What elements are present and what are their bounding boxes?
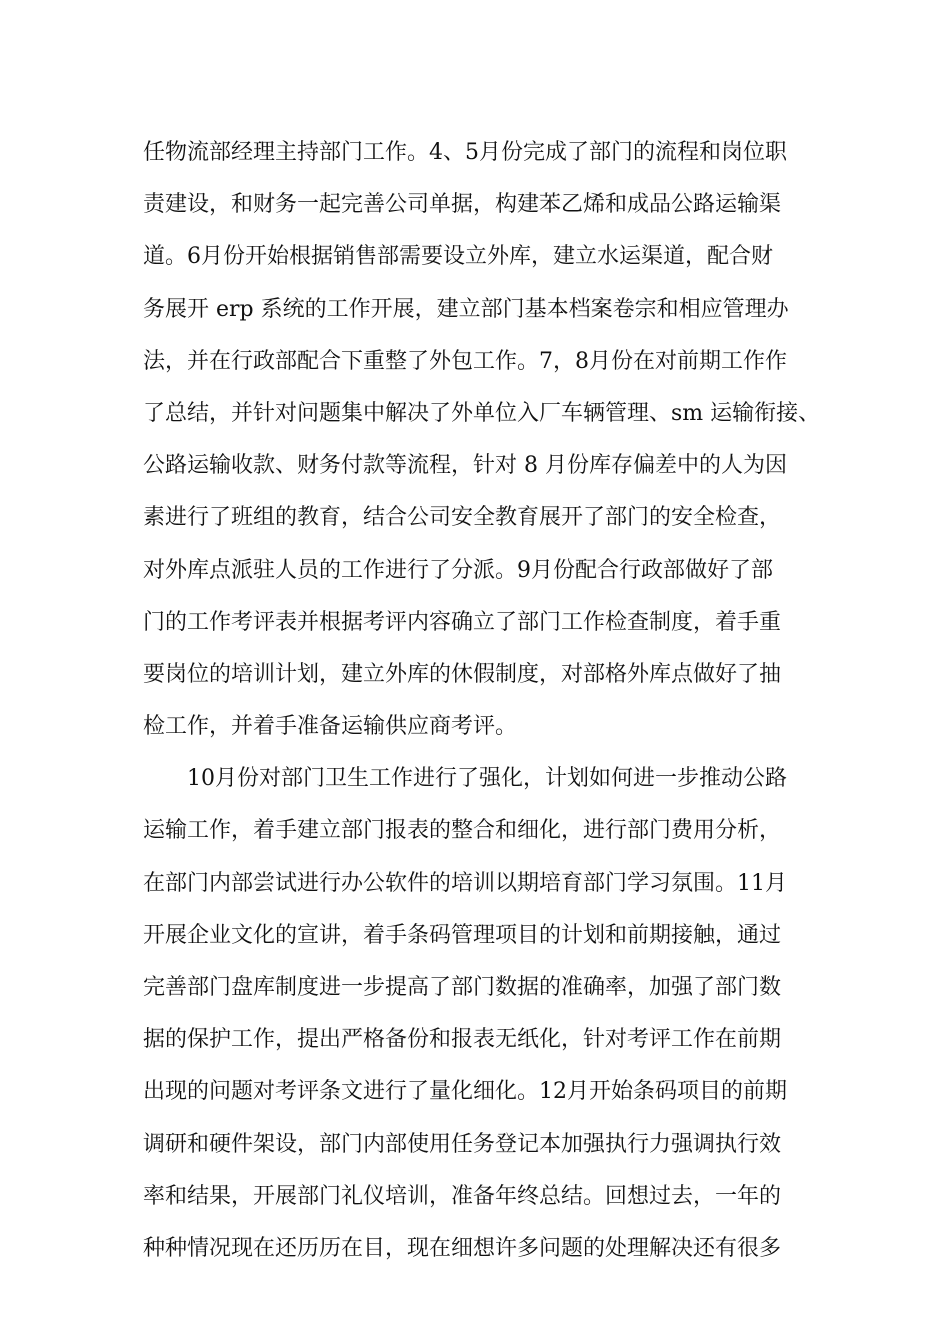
text-line: 公路运输收款、财务付款等流程，针对 8 月份库存偏差中的人为因 [143, 453, 787, 479]
text-line: 据的保护工作，提出严格备份和报表无纸化，针对考评工作在前期 [143, 1027, 782, 1053]
text-line: 任物流部经理主持部门工作。4、5月份完成了部门的流程和岗位职 [143, 140, 787, 165]
text-line: 种种情况现在还历历在目，现在细想许多问题的处理解决还有很多 [143, 1235, 782, 1261]
text-line: 务展开 erp 系统的工作开展，建立部门基本档案卷宗和相应管理办 [143, 296, 789, 322]
text-line: 开展企业文化的宣讲，着手条码管理项目的计划和前期接触，通过 [143, 922, 782, 948]
text-line: 素进行了班组的教育，结合公司安全教育展开了部门的安全检查， [143, 505, 782, 531]
text-line: 运输工作，着手建立部门报表的整合和细化，进行部门费用分析， [143, 818, 782, 844]
text-line: 完善部门盘库制度进一步提高了部门数据的准确率，加强了部门数 [143, 975, 782, 1000]
text-line: 对外库点派驻人员的工作进行了分派。9月份配合行政部做好了部 [143, 557, 773, 583]
body-text [143, 127, 823, 1275]
text-line: 检工作，并着手准备运输供应商考评。 [143, 714, 518, 740]
text-line: 门的工作考评表并根据考评内容确立了部门工作检查制度，着手重 [143, 609, 782, 635]
text-line: 责建设，和财务一起完善公司单据，构建苯乙烯和成品公路运输渠 [143, 192, 782, 218]
text-line: 道。6月份开始根据销售部需要设立外库，建立水运渠道，配合财 [143, 244, 773, 270]
text-line: 率和结果，开展部门礼仪培训，准备年终总结。回想过去，一年的 [143, 1183, 782, 1209]
paragraph-start-line: 10月份对部门卫生工作进行了强化，计划如何进一步推动公路 [187, 766, 787, 792]
text-line: 调研和硬件架设，部门内部使用任务登记本加强执行力强调执行效 [143, 1131, 782, 1157]
text-line: 法，并在行政部配合下重整了外包工作。7，8月份在对前期工作作 [143, 348, 787, 374]
text-line: 要岗位的培训计划，建立外库的休假制度，对部格外库点做好了抽 [143, 661, 782, 687]
text-line: 了总结，并针对问题集中解决了外单位入厂车辆管理、sm 运输衔接、 [143, 400, 821, 426]
text-line: 出现的问题对考评条文进行了量化细化。12月开始条码项目的前期 [143, 1079, 787, 1105]
text-line: 在部门内部尝试进行办公软件的培训以期培育部门学习氛围。11月 [143, 870, 787, 896]
